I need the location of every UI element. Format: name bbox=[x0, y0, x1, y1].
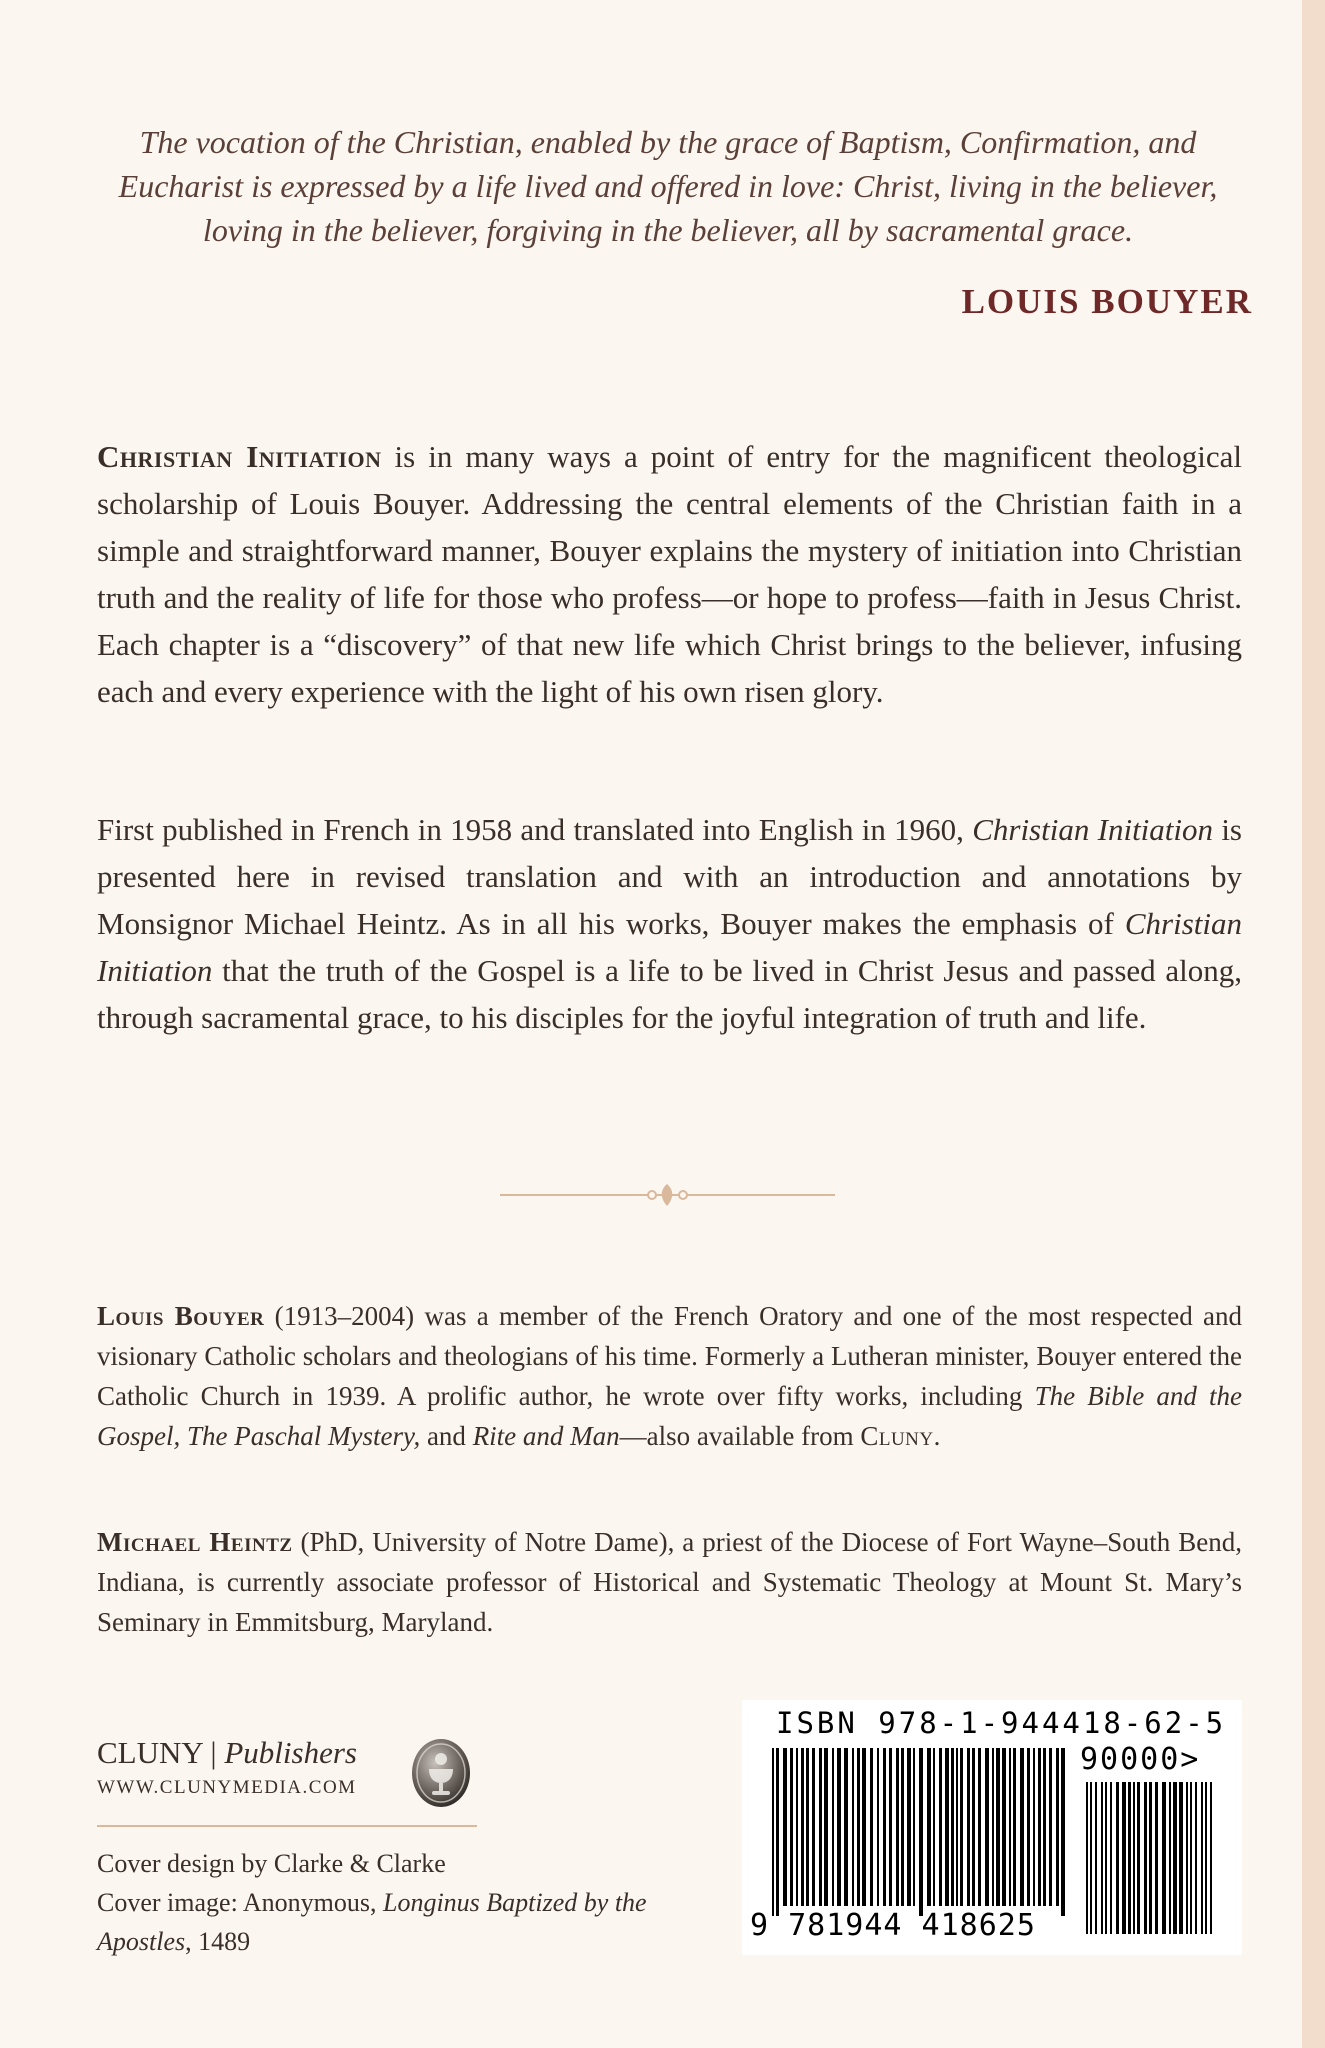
isbn-number: ISBN 978-1-944418-62-5 bbox=[776, 1706, 1227, 1740]
barcode-bar bbox=[956, 1748, 958, 1906]
isbn-barcode bbox=[742, 1700, 1242, 1955]
barcode-bar bbox=[819, 1748, 822, 1906]
barcode-bar bbox=[1002, 1748, 1006, 1906]
barcode-addon-bar bbox=[1105, 1782, 1107, 1934]
barcode-bar bbox=[1043, 1748, 1046, 1906]
quote-attribution: LOUIS BOUYER bbox=[961, 282, 1253, 321]
barcode-bar bbox=[933, 1748, 935, 1906]
barcode-addon-bar bbox=[1116, 1782, 1119, 1934]
barcode-bar bbox=[1013, 1748, 1016, 1906]
credit-text: , 1489 bbox=[185, 1927, 251, 1956]
barcode-addon-bar bbox=[1201, 1782, 1203, 1934]
bio-text: (PhD, University of Notre Dame), a priest of the Diocese of Fort Wayne–South Bend, Indiana, is currently associate professor of Historical and Systematic Theology at Mount St. Mary’s Seminary in Emmitsburg, Maryland. bbox=[97, 1527, 1242, 1637]
publisher-wordmark: CLUNY bbox=[97, 1735, 203, 1770]
barcode-addon-bar bbox=[1162, 1782, 1166, 1934]
barcode-bar bbox=[907, 1748, 911, 1906]
barcode-bar bbox=[951, 1748, 954, 1906]
barcode-addon-bar bbox=[1205, 1782, 1207, 1934]
barcode-bar bbox=[1049, 1748, 1052, 1906]
barcode-bar bbox=[985, 1748, 989, 1906]
barcode-addon-bar bbox=[1095, 1782, 1097, 1934]
description-paragraph-2 bbox=[97, 806, 1242, 1041]
barcode-addon-bar bbox=[1137, 1782, 1140, 1934]
description-text: First published in French in 1958 and translated into English in 1960, bbox=[97, 812, 973, 847]
barcode-bar bbox=[776, 1748, 779, 1916]
barcode-addon-bar bbox=[1133, 1782, 1135, 1934]
barcode-bar bbox=[896, 1748, 899, 1906]
barcode-bar bbox=[996, 1748, 1000, 1906]
barcode-bar bbox=[1061, 1748, 1065, 1916]
book-title: Christian Initiation bbox=[97, 906, 1242, 988]
editor-bio bbox=[97, 1522, 1242, 1642]
barcode-bar bbox=[913, 1748, 915, 1906]
credit-text: Cover image: Anonymous, bbox=[97, 1888, 383, 1917]
fleuron-divider-icon bbox=[500, 1180, 835, 1210]
author-bio bbox=[97, 1296, 1242, 1456]
barcode-addon-bar bbox=[1210, 1782, 1212, 1934]
description-text: is presented here in revised translation and with an introduction and annotations by Monsignor Michael Heintz. As in all his works, Bouyer makes the emphasis of bbox=[97, 812, 1242, 941]
barcode-bar bbox=[978, 1748, 981, 1906]
description-text: is in many ways a point of entry for the magnificent theological scholarship of Louis Bouyer. Addressing the central elements of the Christian faith in a simple and straightforward manner, Bouyer explains the mystery of initiation into Christian truth and the reality of life for those who profess—or hope to profess—faith in Jesus Christ. Each chapter is a “discovery” of that new life which Christ brings to the believer, infusing each and every experience with the light of his own risen glory. bbox=[97, 439, 1242, 709]
book-title: Rite and Man bbox=[472, 1421, 620, 1451]
barcode-digits: 9 781944 418625 bbox=[750, 1908, 1036, 1943]
barcode-bar bbox=[837, 1748, 841, 1906]
barcode-bar bbox=[1033, 1748, 1035, 1906]
barcode-addon-bar bbox=[1195, 1782, 1197, 1934]
editor-name: Michael Heintz bbox=[97, 1527, 293, 1557]
barcode-bar bbox=[960, 1748, 963, 1906]
epigraph-quote: The vocation of the Christian, enabled by the grace of Baptism, Confirmation, and Eucharist is expressed by a life lived and offered in love: Christ, living in the believer, loving in the believer, forgiving in the believer, all by sacramental grace. bbox=[118, 124, 1218, 248]
barcode-addon-bar bbox=[1128, 1782, 1131, 1934]
bio-text: —also available from bbox=[619, 1421, 861, 1451]
publisher-separator: | bbox=[202, 1735, 225, 1770]
chalice-seal-icon bbox=[410, 1737, 472, 1809]
description-paragraph-1 bbox=[97, 433, 1242, 715]
barcode-bar bbox=[939, 1748, 942, 1906]
bio-text: and bbox=[420, 1421, 473, 1451]
book-title: The Bible and the Gospel, The Paschal Mystery, bbox=[97, 1381, 1242, 1451]
barcode-addon-bar bbox=[1190, 1782, 1192, 1934]
barcode-bar bbox=[1038, 1748, 1041, 1906]
publisher-divider bbox=[97, 1825, 477, 1827]
barcode-bar bbox=[945, 1748, 949, 1906]
barcode-addon-bar bbox=[1144, 1782, 1147, 1934]
author-name: Louis Bouyer bbox=[97, 1301, 265, 1331]
publisher-name-inline: Cluny bbox=[860, 1421, 934, 1451]
barcode-bar bbox=[919, 1748, 923, 1916]
book-title: Christian Initiation bbox=[97, 439, 382, 474]
barcode-bar bbox=[967, 1748, 970, 1906]
barcode-bar bbox=[772, 1748, 774, 1916]
cover-credits bbox=[97, 1844, 657, 1961]
barcode-bar bbox=[889, 1748, 892, 1906]
barcode-bar bbox=[992, 1748, 994, 1906]
barcode-bar bbox=[972, 1748, 975, 1906]
barcode-addon-bar bbox=[1149, 1782, 1152, 1934]
barcode-bar bbox=[1009, 1748, 1011, 1906]
barcode-addon-bar bbox=[1186, 1782, 1188, 1934]
description-text: that the truth of the Gospel is a life to be lived in Christ Jesus and passed along, through sacramental grace, to his disciples for the joyful integration of truth and life. bbox=[97, 953, 1242, 1035]
barcode-bar bbox=[852, 1748, 854, 1906]
barcode-bar bbox=[1027, 1748, 1030, 1906]
barcode-bar bbox=[844, 1748, 848, 1906]
barcode-addon-bar bbox=[1169, 1782, 1171, 1934]
cover-edge-strip bbox=[1302, 0, 1325, 2048]
barcode-addon-bar bbox=[1155, 1782, 1158, 1934]
barcode-bar bbox=[862, 1748, 866, 1906]
barcode-bar bbox=[824, 1748, 828, 1906]
barcode-bar bbox=[857, 1748, 860, 1906]
barcode-bar bbox=[883, 1748, 886, 1906]
price-code: 90000> bbox=[1080, 1742, 1201, 1777]
barcode-bar bbox=[783, 1748, 787, 1906]
barcode-addon-bar bbox=[1101, 1782, 1103, 1934]
barcode-bar bbox=[801, 1748, 804, 1906]
barcode-addon-bar bbox=[1122, 1782, 1126, 1934]
barcode-bar bbox=[1056, 1748, 1059, 1906]
publisher-suffix: Publishers bbox=[224, 1735, 357, 1770]
barcode-addon-bar bbox=[1090, 1782, 1092, 1934]
book-title: Christian Initiation bbox=[972, 812, 1214, 847]
barcode-addon-bar bbox=[1173, 1782, 1177, 1934]
barcode-addon-bar bbox=[1086, 1782, 1088, 1934]
barcode-bar bbox=[790, 1748, 793, 1906]
barcode-bar bbox=[806, 1748, 809, 1906]
barcode-bar bbox=[812, 1748, 815, 1906]
barcode-addon-bar bbox=[1110, 1782, 1112, 1934]
barcode-addon-bar bbox=[1179, 1782, 1183, 1934]
barcode-bar bbox=[927, 1748, 931, 1906]
barcode-bar bbox=[796, 1748, 798, 1906]
barcode-bar bbox=[901, 1748, 904, 1906]
bio-text: . bbox=[933, 1421, 941, 1451]
barcode-bar bbox=[1020, 1748, 1024, 1906]
publisher-url: WWW.CLUNYMEDIA.COM bbox=[97, 1777, 357, 1798]
cover-image-credit bbox=[97, 1883, 657, 1961]
barcode-bar bbox=[877, 1748, 879, 1906]
barcode-bar bbox=[870, 1748, 873, 1906]
artwork-title: Longinus Baptized by the Apostles bbox=[97, 1888, 647, 1956]
bio-text: (1913–2004) was a member of the French Oratory and one of the most respected and visionary Catholic scholars and theologians of his time. Formerly a Lutheran minister, Bouyer entered the Catholic Church in 1939. A prolific author, he wrote over fifty works, including bbox=[97, 1301, 1242, 1411]
barcode-bar bbox=[832, 1748, 834, 1906]
cover-design-credit: Cover design by Clarke & Clarke bbox=[97, 1849, 446, 1878]
